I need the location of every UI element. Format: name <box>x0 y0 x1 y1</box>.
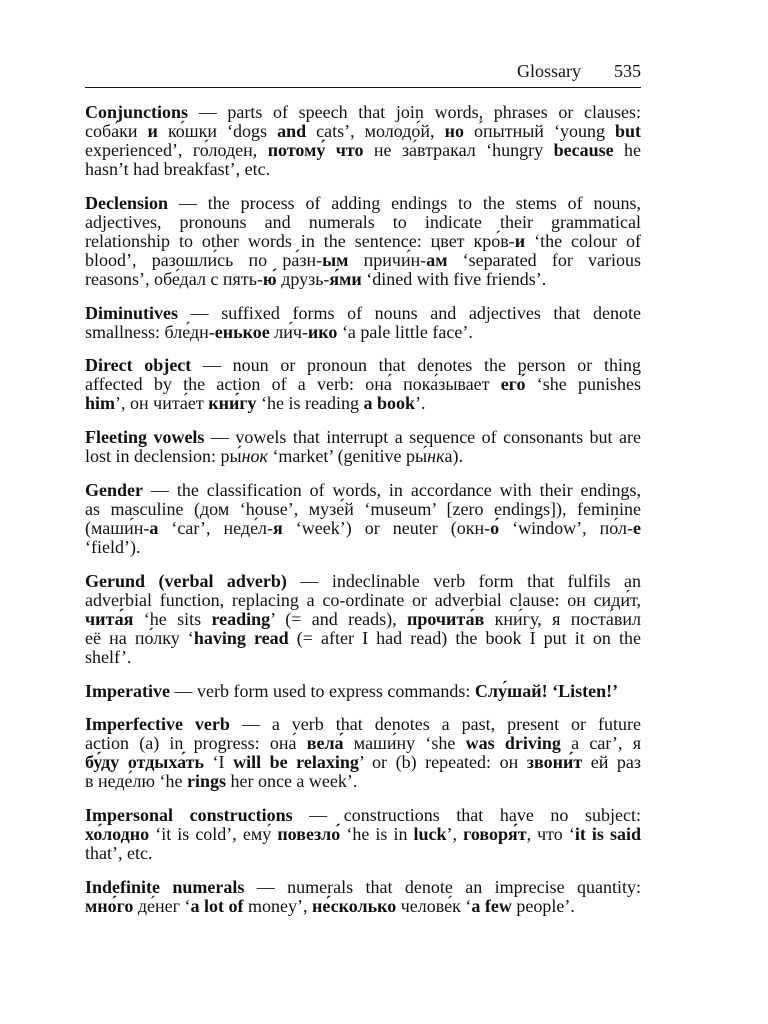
glossary-term: Gerund (verbal adverb) <box>85 570 287 591</box>
bold-example: а <box>149 517 159 538</box>
text-run: ‘dined with five friends’. <box>361 268 547 289</box>
text-run: — numerals that denote an imprecise quantity: <box>244 876 641 897</box>
glossary-entry <box>85 682 641 701</box>
glossary-entry <box>85 356 641 413</box>
text-run: ко́шки ‘dogs <box>157 121 278 141</box>
text-run: cats’, молодо́й, <box>306 121 445 141</box>
text-run: ‘he sits <box>133 608 212 629</box>
bold-example: ю́ <box>262 268 277 289</box>
bold-example: и <box>514 230 526 251</box>
text-run: experienced’, го́лоден, <box>85 140 268 160</box>
text-run: — the classification of words, in accordance with their endings, <box>143 479 641 500</box>
bold-example: because <box>553 140 614 160</box>
running-head <box>85 62 641 81</box>
text-run: ‘window’, по́л- <box>499 517 634 538</box>
text-run: не за́втракал ‘hungry <box>363 140 554 160</box>
entry-line <box>85 897 641 916</box>
text-run: her once a week’. <box>225 771 358 792</box>
entry-line <box>85 375 641 394</box>
glossary-term: Imperative <box>85 680 170 701</box>
bold-example: a lot of <box>190 895 244 916</box>
bold-example: я <box>273 517 283 538</box>
glossary-entry <box>85 878 641 916</box>
text-run: hasn’t had breakfast’, etc. <box>85 159 271 179</box>
text-run: ‘week’) or neuter (окн- <box>282 517 491 538</box>
entry-line <box>85 806 641 825</box>
italic-letters: нк <box>427 446 445 467</box>
bold-example: его́ <box>500 374 526 395</box>
entry-line <box>85 629 641 648</box>
bold-example: reading <box>211 608 271 629</box>
bold-example: потому́ что <box>267 140 364 160</box>
entry-line <box>85 572 641 591</box>
text-run: ’ or (b) repeated: он <box>358 752 527 773</box>
glossary-entry <box>85 428 641 466</box>
glossary-term: Indefinite numerals <box>85 876 245 897</box>
text-run: ‘he is reading <box>256 393 364 414</box>
entry-line <box>85 591 641 610</box>
bold-example: но <box>444 121 464 141</box>
glossary-term: Imperfective verb <box>85 714 230 735</box>
text-run: причи́н- <box>348 249 427 270</box>
text-run: ‘market’ (genitive ры́ <box>267 446 428 467</box>
bold-example: and <box>277 121 307 141</box>
bold-example: ам <box>426 249 448 270</box>
bold-example: енькое <box>214 321 270 342</box>
text-run: челове́к ‘ <box>396 895 472 916</box>
text-run: adverbial function, replacing a co-ordinate or adverbial clause: он сиди́т, <box>85 589 641 610</box>
glossary-term: Diminutives <box>85 302 179 323</box>
entry-line <box>85 481 641 500</box>
bold-example: о́ <box>490 517 500 538</box>
text-run: (= after I had read) the book I put it on the <box>288 627 642 648</box>
text-run: — suffixed forms of nouns and adjectives that denote <box>178 302 641 323</box>
bold-example: звони́т <box>526 752 583 773</box>
entry-line <box>85 356 641 375</box>
entry-line <box>85 232 641 251</box>
glossary-entry <box>85 481 641 557</box>
entry-line <box>85 270 641 289</box>
text-run: ‘I <box>204 752 234 773</box>
entry-line <box>85 610 641 629</box>
glossary-term: Gender <box>85 479 143 500</box>
entry-line <box>85 428 641 447</box>
text-run: ’, он чита́ет <box>115 393 209 414</box>
glossary-term: Conjunctions <box>85 102 189 122</box>
text-run: маши́ну ‘she <box>343 733 466 754</box>
text-run: relationship to other words in the sentence: цвет кро́в- <box>85 230 515 251</box>
text-run: ‘field’). <box>85 536 141 557</box>
bold-example: him <box>85 393 116 414</box>
text-run: shelf’. <box>85 646 132 667</box>
text-run: that’, etc. <box>85 843 153 864</box>
glossary-term: Fleeting vowels <box>85 427 205 448</box>
entry-line <box>85 122 641 141</box>
bold-example: a book <box>363 393 416 414</box>
entry-line <box>85 141 641 160</box>
text-run: ‘the colour of <box>525 230 641 251</box>
text-run: blood’, разошли́сь по ра́зн- <box>85 249 323 270</box>
text-run: кни́гу, я поста́вил <box>484 608 642 629</box>
entry-line <box>85 844 641 863</box>
text-run: , что ‘ <box>526 824 575 845</box>
text-run: ‘it is cold’, ему́ <box>149 824 278 845</box>
bold-example: повезло́ <box>277 824 341 845</box>
text-run: lost in declension: ры́ <box>85 446 242 467</box>
bold-example: и <box>147 121 158 141</box>
page-number: 535 <box>614 61 641 81</box>
text-run: ей раз <box>582 752 641 773</box>
entry-line <box>85 447 641 466</box>
bold-example: a few <box>471 895 512 916</box>
text-run: — parts of speech that join words, phrases or clauses: <box>188 102 641 122</box>
text-run: affected by the action of a verb: она́ пока́зывает <box>85 374 501 395</box>
text-run: в неде́лю ‘he <box>85 771 187 792</box>
glossary-entry <box>85 194 641 289</box>
bold-example: прочита́в <box>406 608 485 629</box>
entry-line <box>85 682 641 701</box>
entry-line <box>85 538 641 557</box>
glossary-term: Declension <box>85 192 168 213</box>
text-run: he <box>613 140 641 160</box>
bold-example: rings <box>186 771 226 792</box>
bold-example: it is said <box>574 824 641 845</box>
text-run: — verb form used to express commands: <box>169 680 475 701</box>
bold-example: кни́гу <box>208 393 257 414</box>
entry-line <box>85 772 641 791</box>
text-run: reasons’, обе́дал с пять- <box>85 268 263 289</box>
text-run: ‘a pale little face’. <box>337 321 473 342</box>
text-run: ‘separated for various <box>447 249 641 270</box>
entry-line <box>85 304 641 323</box>
text-run: друзь- <box>276 268 330 289</box>
entry-line <box>85 160 641 179</box>
entry-line <box>85 194 641 213</box>
italic-letters: нок <box>241 446 268 467</box>
text-run: smallness: бле́дн- <box>85 321 215 342</box>
text-run: ‘she punishes <box>525 374 641 395</box>
bold-example: ым <box>322 249 349 270</box>
entry-line <box>85 394 641 413</box>
text-run: (маши́н- <box>85 517 150 538</box>
bold-example: чита́я <box>85 608 134 629</box>
text-run: о́пытный ‘young <box>463 121 615 141</box>
text-run: а). <box>444 446 463 467</box>
bold-example: Слу́шай! ‘Listen!’ <box>474 680 619 701</box>
text-run: ‘car’, неде́л- <box>158 517 274 538</box>
text-run: action (a) in progress: она́ <box>85 733 307 754</box>
entry-line <box>85 715 641 734</box>
text-run: — vowels that interrupt a sequence of consonants but are <box>204 427 642 448</box>
entry-line <box>85 103 641 122</box>
text-run: ‘he is in <box>340 824 414 845</box>
entry-line <box>85 734 641 753</box>
glossary-entry <box>85 103 641 179</box>
bold-example: ико <box>307 321 338 342</box>
text-run: — constructions that have no subject: <box>292 805 641 826</box>
bold-example: was driving <box>465 733 561 754</box>
text-run: де́нег ‘ <box>133 895 191 916</box>
text-run: ли́ч- <box>269 321 308 342</box>
bold-example: вела́ <box>306 733 344 754</box>
entry-line <box>85 213 641 232</box>
header-rule <box>85 87 641 88</box>
bold-example: хо́лодно <box>85 824 150 845</box>
entry-line <box>85 323 641 342</box>
text-run: соба́ки <box>85 121 148 141</box>
entry-line <box>85 825 641 844</box>
bold-example: бу́ду отдыха́ть <box>85 752 205 773</box>
glossary-term: Impersonal constructions <box>85 805 293 826</box>
text-run: — a verb that denotes a past, present or future <box>229 714 641 735</box>
text-run: as masculine (дом ‘house’, музе́й ‘museum’ [zero endings]), feminine <box>85 498 641 519</box>
text-run: — the process of adding endings to the stems of nouns, <box>168 192 641 213</box>
glossary-entry <box>85 304 641 342</box>
entry-line <box>85 519 641 538</box>
entry-line <box>85 753 641 772</box>
text-run: ’. <box>415 393 426 414</box>
bold-example: не́сколько <box>312 895 397 916</box>
entry-line <box>85 251 641 270</box>
glossary-entry <box>85 806 641 863</box>
text-run: — noun or pronoun that denotes the person or thing <box>191 355 641 376</box>
glossary-entries <box>85 103 641 931</box>
bold-example: мно́го <box>85 895 134 916</box>
glossary-term: Direct object <box>85 355 192 376</box>
text-run: people’. <box>511 895 575 916</box>
text-run: adjectives, pronouns and numerals to indicate their grammatical <box>85 211 641 232</box>
glossary-entry <box>85 572 641 667</box>
text-run: a car’, я <box>560 733 641 754</box>
text-run: её на по́лку ‘ <box>85 627 194 648</box>
entry-line <box>85 648 641 667</box>
bold-example: but <box>614 121 641 141</box>
entry-line <box>85 500 641 519</box>
bold-example: я́ми <box>329 268 362 289</box>
running-head-title: Glossary <box>517 61 581 81</box>
bold-example: говоря́т <box>463 824 527 845</box>
bold-example: will be relaxing <box>233 752 359 773</box>
bold-example: luck <box>413 824 447 845</box>
glossary-entry <box>85 715 641 791</box>
text-run: money’, <box>243 895 312 916</box>
entry-line <box>85 878 641 897</box>
bold-example: е <box>633 517 642 538</box>
text-run: ’, <box>446 824 464 845</box>
text-run: ’ (= and reads), <box>270 608 407 629</box>
text-run: — indeclinable verb form that fulfils an <box>286 570 641 591</box>
bold-example: having read <box>193 627 289 648</box>
